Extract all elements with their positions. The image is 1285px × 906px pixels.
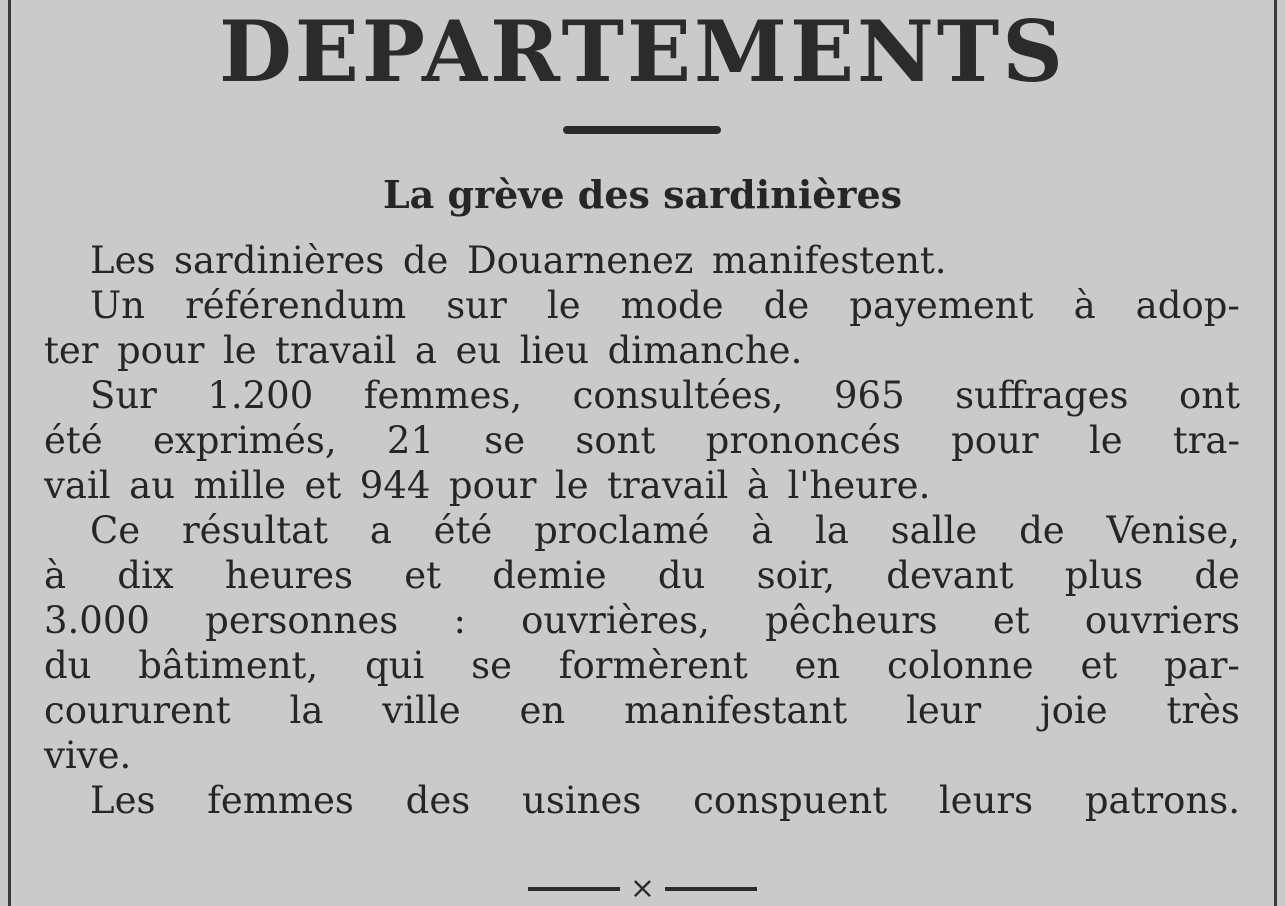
word: travail bbox=[607, 464, 729, 507]
word: leur bbox=[905, 689, 982, 732]
word: pour bbox=[951, 419, 1039, 462]
word: Sur bbox=[90, 374, 157, 417]
word: payement bbox=[849, 284, 1034, 327]
word: adop- bbox=[1135, 284, 1240, 327]
word: des bbox=[405, 779, 471, 822]
word: suffrages bbox=[955, 374, 1129, 417]
word: à bbox=[746, 464, 769, 507]
word: le bbox=[1088, 419, 1123, 462]
word: consultées, bbox=[572, 374, 784, 417]
word: du bbox=[44, 644, 92, 687]
article-headline: La grève des sardinières bbox=[382, 172, 903, 217]
word: bâtiment, bbox=[138, 644, 319, 687]
text-line bbox=[44, 643, 1240, 688]
word: ouvriers bbox=[1084, 599, 1240, 642]
word: prononcés bbox=[705, 419, 901, 462]
word: ville bbox=[382, 689, 461, 732]
word: pêcheurs bbox=[765, 599, 938, 642]
word: mille bbox=[193, 464, 287, 507]
word: joie bbox=[1040, 689, 1108, 732]
word: à bbox=[1073, 284, 1096, 327]
word: manifestant bbox=[624, 689, 848, 732]
word: et bbox=[992, 599, 1030, 642]
word: au bbox=[129, 464, 176, 507]
word: mode bbox=[620, 284, 724, 327]
text-line bbox=[44, 283, 1240, 328]
word: devant bbox=[886, 554, 1014, 597]
text-line bbox=[44, 688, 1240, 733]
word: conspuent bbox=[693, 779, 888, 822]
word: sur bbox=[446, 284, 507, 327]
word: travail bbox=[275, 329, 397, 372]
word: a bbox=[414, 329, 437, 372]
text-line bbox=[44, 463, 1240, 508]
text-line bbox=[44, 733, 1240, 778]
word: la bbox=[289, 689, 324, 732]
word: Venise, bbox=[1106, 509, 1240, 552]
word: demie bbox=[492, 554, 607, 597]
word: dimanche. bbox=[607, 329, 803, 372]
word: de bbox=[763, 284, 810, 327]
ornament-rule-left bbox=[528, 887, 620, 891]
word: à bbox=[44, 554, 67, 597]
text-line bbox=[44, 553, 1240, 598]
word: Douarnenez bbox=[466, 239, 694, 282]
text-line bbox=[44, 328, 1240, 373]
ornament-cross: × bbox=[629, 871, 656, 906]
word: ont bbox=[1178, 374, 1240, 417]
word: vail bbox=[44, 464, 111, 507]
column-rule-left bbox=[8, 0, 11, 906]
word: le bbox=[546, 284, 581, 327]
section-title: DEPARTEMENTS bbox=[219, 2, 1066, 101]
word: très bbox=[1166, 689, 1240, 732]
word: de bbox=[402, 239, 449, 282]
word: vive. bbox=[44, 734, 132, 777]
word: a bbox=[369, 509, 392, 552]
word: qui bbox=[364, 644, 425, 687]
title-divider bbox=[563, 126, 721, 134]
word: lieu bbox=[519, 329, 590, 372]
word: tra- bbox=[1172, 419, 1240, 462]
word: pour bbox=[116, 329, 205, 372]
word: ter bbox=[44, 329, 99, 372]
word: 3.000 bbox=[44, 599, 150, 642]
word: été bbox=[44, 419, 103, 462]
word: à bbox=[751, 509, 774, 552]
word: été bbox=[433, 509, 493, 552]
word: résultat bbox=[182, 509, 329, 552]
word: colonne bbox=[887, 644, 1034, 687]
end-ornament bbox=[0, 872, 1285, 906]
word: 965 bbox=[833, 374, 905, 417]
word: patrons. bbox=[1084, 779, 1240, 822]
text-line bbox=[44, 373, 1240, 418]
word: dix bbox=[117, 554, 174, 597]
word: manifestent. bbox=[711, 239, 947, 282]
word: de bbox=[1194, 554, 1240, 597]
word: en bbox=[794, 644, 841, 687]
text-line bbox=[44, 778, 1240, 823]
article-body bbox=[44, 238, 1240, 823]
word: référendum bbox=[185, 284, 407, 327]
word: le bbox=[222, 329, 257, 372]
word: usines bbox=[522, 779, 642, 822]
word: heures bbox=[224, 554, 354, 597]
text-line bbox=[44, 238, 1240, 283]
word: Ce bbox=[90, 509, 141, 552]
word: la bbox=[814, 509, 849, 552]
word: femmes bbox=[207, 779, 354, 822]
word: ouvrières, bbox=[521, 599, 710, 642]
word: du bbox=[657, 554, 706, 597]
word: : bbox=[453, 599, 466, 642]
word: se bbox=[484, 419, 526, 462]
text-line bbox=[44, 598, 1240, 643]
word: et bbox=[304, 464, 342, 507]
word: et bbox=[404, 554, 442, 597]
word: se bbox=[471, 644, 512, 687]
word: formèrent bbox=[558, 644, 748, 687]
word: le bbox=[554, 464, 589, 507]
column-rule-right bbox=[1274, 0, 1277, 906]
word: de bbox=[1019, 509, 1065, 552]
word: femmes, bbox=[363, 374, 523, 417]
word: plus bbox=[1064, 554, 1144, 597]
word: eu bbox=[455, 329, 502, 372]
word: 21 bbox=[386, 419, 434, 462]
word: 944 bbox=[359, 464, 431, 507]
text-line bbox=[44, 418, 1240, 463]
word: Les bbox=[90, 239, 156, 282]
word: l'heure. bbox=[787, 464, 931, 507]
word: 1.200 bbox=[207, 374, 314, 417]
word: Un bbox=[90, 284, 146, 327]
word: par- bbox=[1164, 644, 1240, 687]
word: soir, bbox=[756, 554, 836, 597]
word: coururent bbox=[44, 689, 231, 732]
ornament-rule-right bbox=[665, 887, 757, 891]
text-line bbox=[44, 508, 1240, 553]
word: leurs bbox=[938, 779, 1034, 822]
word: proclamé bbox=[534, 509, 710, 552]
word: salle bbox=[890, 509, 978, 552]
word: exprimés, bbox=[152, 419, 337, 462]
word: sardinières bbox=[173, 239, 385, 282]
word: Les bbox=[90, 779, 156, 822]
word: et bbox=[1080, 644, 1118, 687]
word: pour bbox=[448, 464, 537, 507]
word: en bbox=[519, 689, 566, 732]
word: sont bbox=[575, 419, 656, 462]
word: personnes bbox=[205, 599, 399, 642]
